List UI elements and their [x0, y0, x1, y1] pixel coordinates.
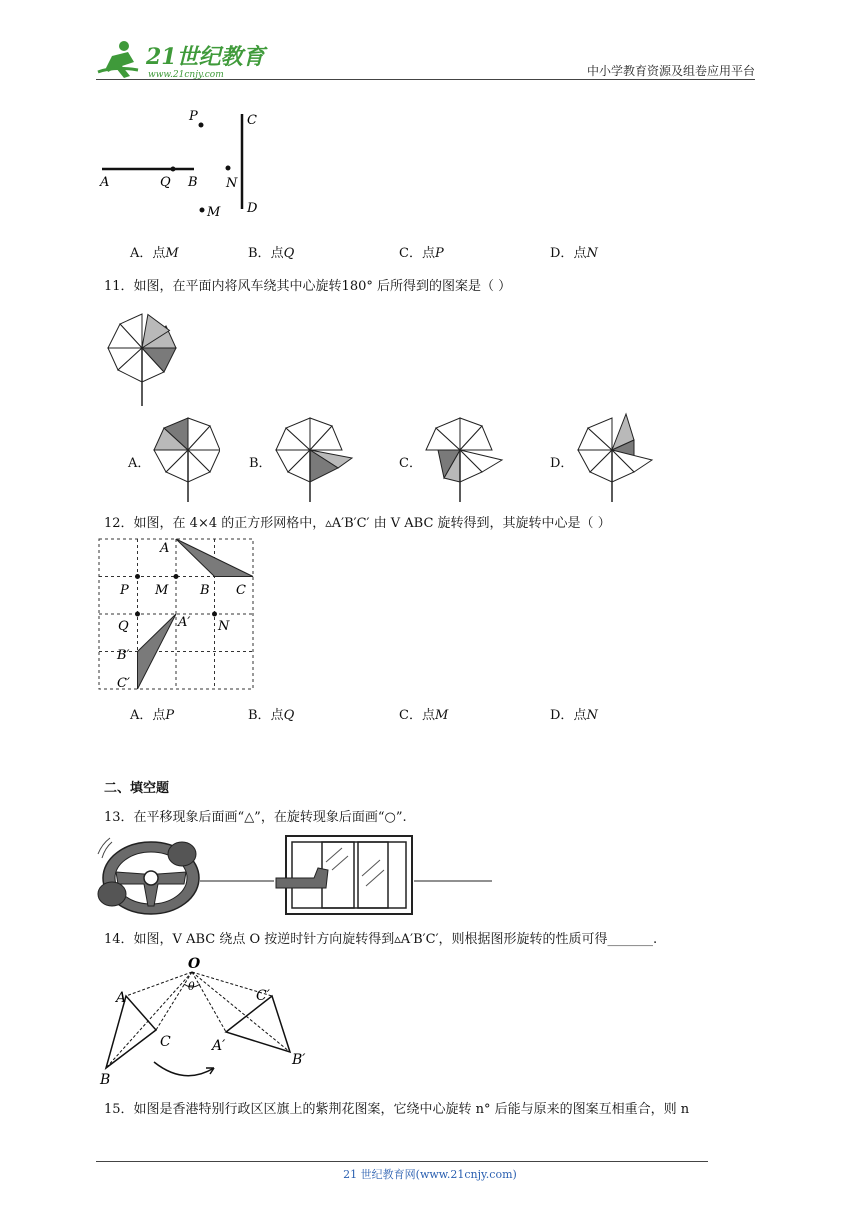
- q12-option-b[interactable]: [248, 704, 294, 723]
- footer-link[interactable]: 21 世纪教育网(www.21cnjy.com): [343, 1168, 517, 1181]
- footer-divider: [96, 1161, 708, 1162]
- q11-pinwheel: [96, 300, 196, 410]
- q10-option-d[interactable]: [550, 242, 598, 261]
- option-letter: A．: [130, 708, 153, 723]
- q12-label-a: A: [160, 541, 170, 556]
- option-var: M: [165, 246, 179, 261]
- q12-label-n: N: [218, 619, 230, 634]
- option-var: N: [586, 708, 598, 723]
- option-var: Q: [283, 246, 295, 261]
- q14-label-c: C: [160, 1034, 171, 1050]
- option-text: 点: [573, 708, 587, 723]
- option-text: 点: [270, 708, 284, 723]
- section-title: 二、填空题: [104, 781, 170, 796]
- q14-label-b-prime: B′: [292, 1052, 306, 1068]
- q10-label-c: C: [247, 113, 257, 128]
- q13-figure: [96, 832, 496, 918]
- q13-text: 13．在平移现象后面画“△”，在旋转现象后面画“○”.: [104, 810, 407, 825]
- q12-label-m: M: [155, 583, 169, 598]
- logo-graphic: [94, 36, 274, 82]
- q10-label-b: B: [188, 175, 198, 190]
- q12-label-p: P: [120, 583, 129, 598]
- q10-label-a: A: [100, 175, 110, 190]
- q12-label-c-prime: C′: [117, 676, 130, 691]
- option-text: 点: [573, 246, 587, 261]
- q11-option-b[interactable]: B．: [249, 456, 272, 471]
- q12-label-q: Q: [118, 619, 129, 634]
- option-var: P: [434, 246, 444, 261]
- q11-option-d[interactable]: D．: [550, 456, 574, 471]
- q10-option-b[interactable]: [248, 242, 294, 261]
- q11-option-d-pinwheel[interactable]: [572, 410, 658, 502]
- q10-option-a[interactable]: [130, 242, 179, 261]
- q11-option-a[interactable]: A．: [128, 456, 151, 471]
- q14-label-b: B: [100, 1072, 111, 1088]
- q12-label-a-prime: A′: [178, 615, 191, 630]
- q14-figure: [96, 950, 336, 1090]
- q10-label-d: D: [247, 201, 258, 216]
- option-letter: B．: [248, 708, 271, 723]
- option-letter: B．: [248, 246, 271, 261]
- logo-text: 21世纪教育: [146, 44, 265, 70]
- option-var: N: [586, 246, 598, 261]
- q15-text: 15．如图是香港特别行政区区旗上的紫荆花图案，它绕中心旋转 n° 后能与原来的图案互相重合，则 n: [104, 1102, 690, 1117]
- q14-label-theta: θ: [188, 980, 195, 993]
- q12-label-b: B: [200, 583, 210, 598]
- q10-label-m: M: [207, 205, 221, 220]
- site-logo: [94, 36, 274, 82]
- q14-label-a-prime: A′: [212, 1038, 226, 1054]
- q10-label-n: N: [226, 176, 238, 191]
- q12-option-c[interactable]: [399, 704, 448, 723]
- logo-subtext: www.21cnjy.com: [148, 70, 224, 80]
- option-text: 点: [270, 246, 284, 261]
- q14-label-c-prime: C′: [256, 988, 270, 1004]
- option-letter: A．: [130, 246, 153, 261]
- q11-option-c-pinwheel[interactable]: [420, 410, 506, 502]
- q12-label-c: C: [236, 583, 246, 598]
- option-letter: C．: [399, 246, 422, 261]
- option-text: 点: [421, 246, 435, 261]
- option-var: P: [165, 708, 175, 723]
- q11-option-b-pinwheel[interactable]: [270, 410, 356, 502]
- option-letter: C．: [399, 708, 422, 723]
- q11-option-c[interactable]: C．: [399, 456, 422, 471]
- option-text: 点: [152, 246, 166, 261]
- header-divider: [96, 79, 755, 80]
- option-text: 点: [152, 708, 166, 723]
- q14-label-a: A: [116, 990, 127, 1006]
- option-var: Q: [283, 708, 295, 723]
- q11-text: 11．如图，在平面内将风车绕其中心旋转180° 后所得到的图案是（ ）: [104, 279, 512, 294]
- option-var: M: [434, 708, 449, 723]
- q12-option-d[interactable]: [550, 704, 598, 723]
- option-letter: D．: [550, 246, 574, 261]
- steering-wheel-icon: [98, 838, 199, 914]
- q12-text: 12．如图，在 4×4 的正方形网格中，▵A′B′C′ 由 V ABC 旋转得到，其旋转中心是（ ）: [104, 516, 611, 531]
- platform-title: 中小学教育资源及组卷应用平台: [586, 64, 755, 78]
- q14-text: 14．如图，V ABC 绕点 O 按逆时针方向旋转得到▵A′B′C′，则根据图形旋转的性质可得_______.: [104, 932, 658, 947]
- q12-grid-figure: [96, 536, 258, 694]
- q10-label-p: P: [189, 109, 198, 124]
- option-letter: D．: [550, 708, 574, 723]
- q12-label-b-prime: B′: [117, 648, 130, 663]
- q11-option-a-pinwheel[interactable]: [148, 410, 220, 502]
- q10-option-c[interactable]: [399, 242, 444, 261]
- q10-label-q: Q: [160, 175, 171, 190]
- option-text: 点: [421, 708, 435, 723]
- sliding-window-icon: [276, 836, 492, 914]
- q14-label-o: O: [188, 956, 201, 972]
- q10-figure: [96, 104, 266, 224]
- q12-option-a[interactable]: [130, 704, 174, 723]
